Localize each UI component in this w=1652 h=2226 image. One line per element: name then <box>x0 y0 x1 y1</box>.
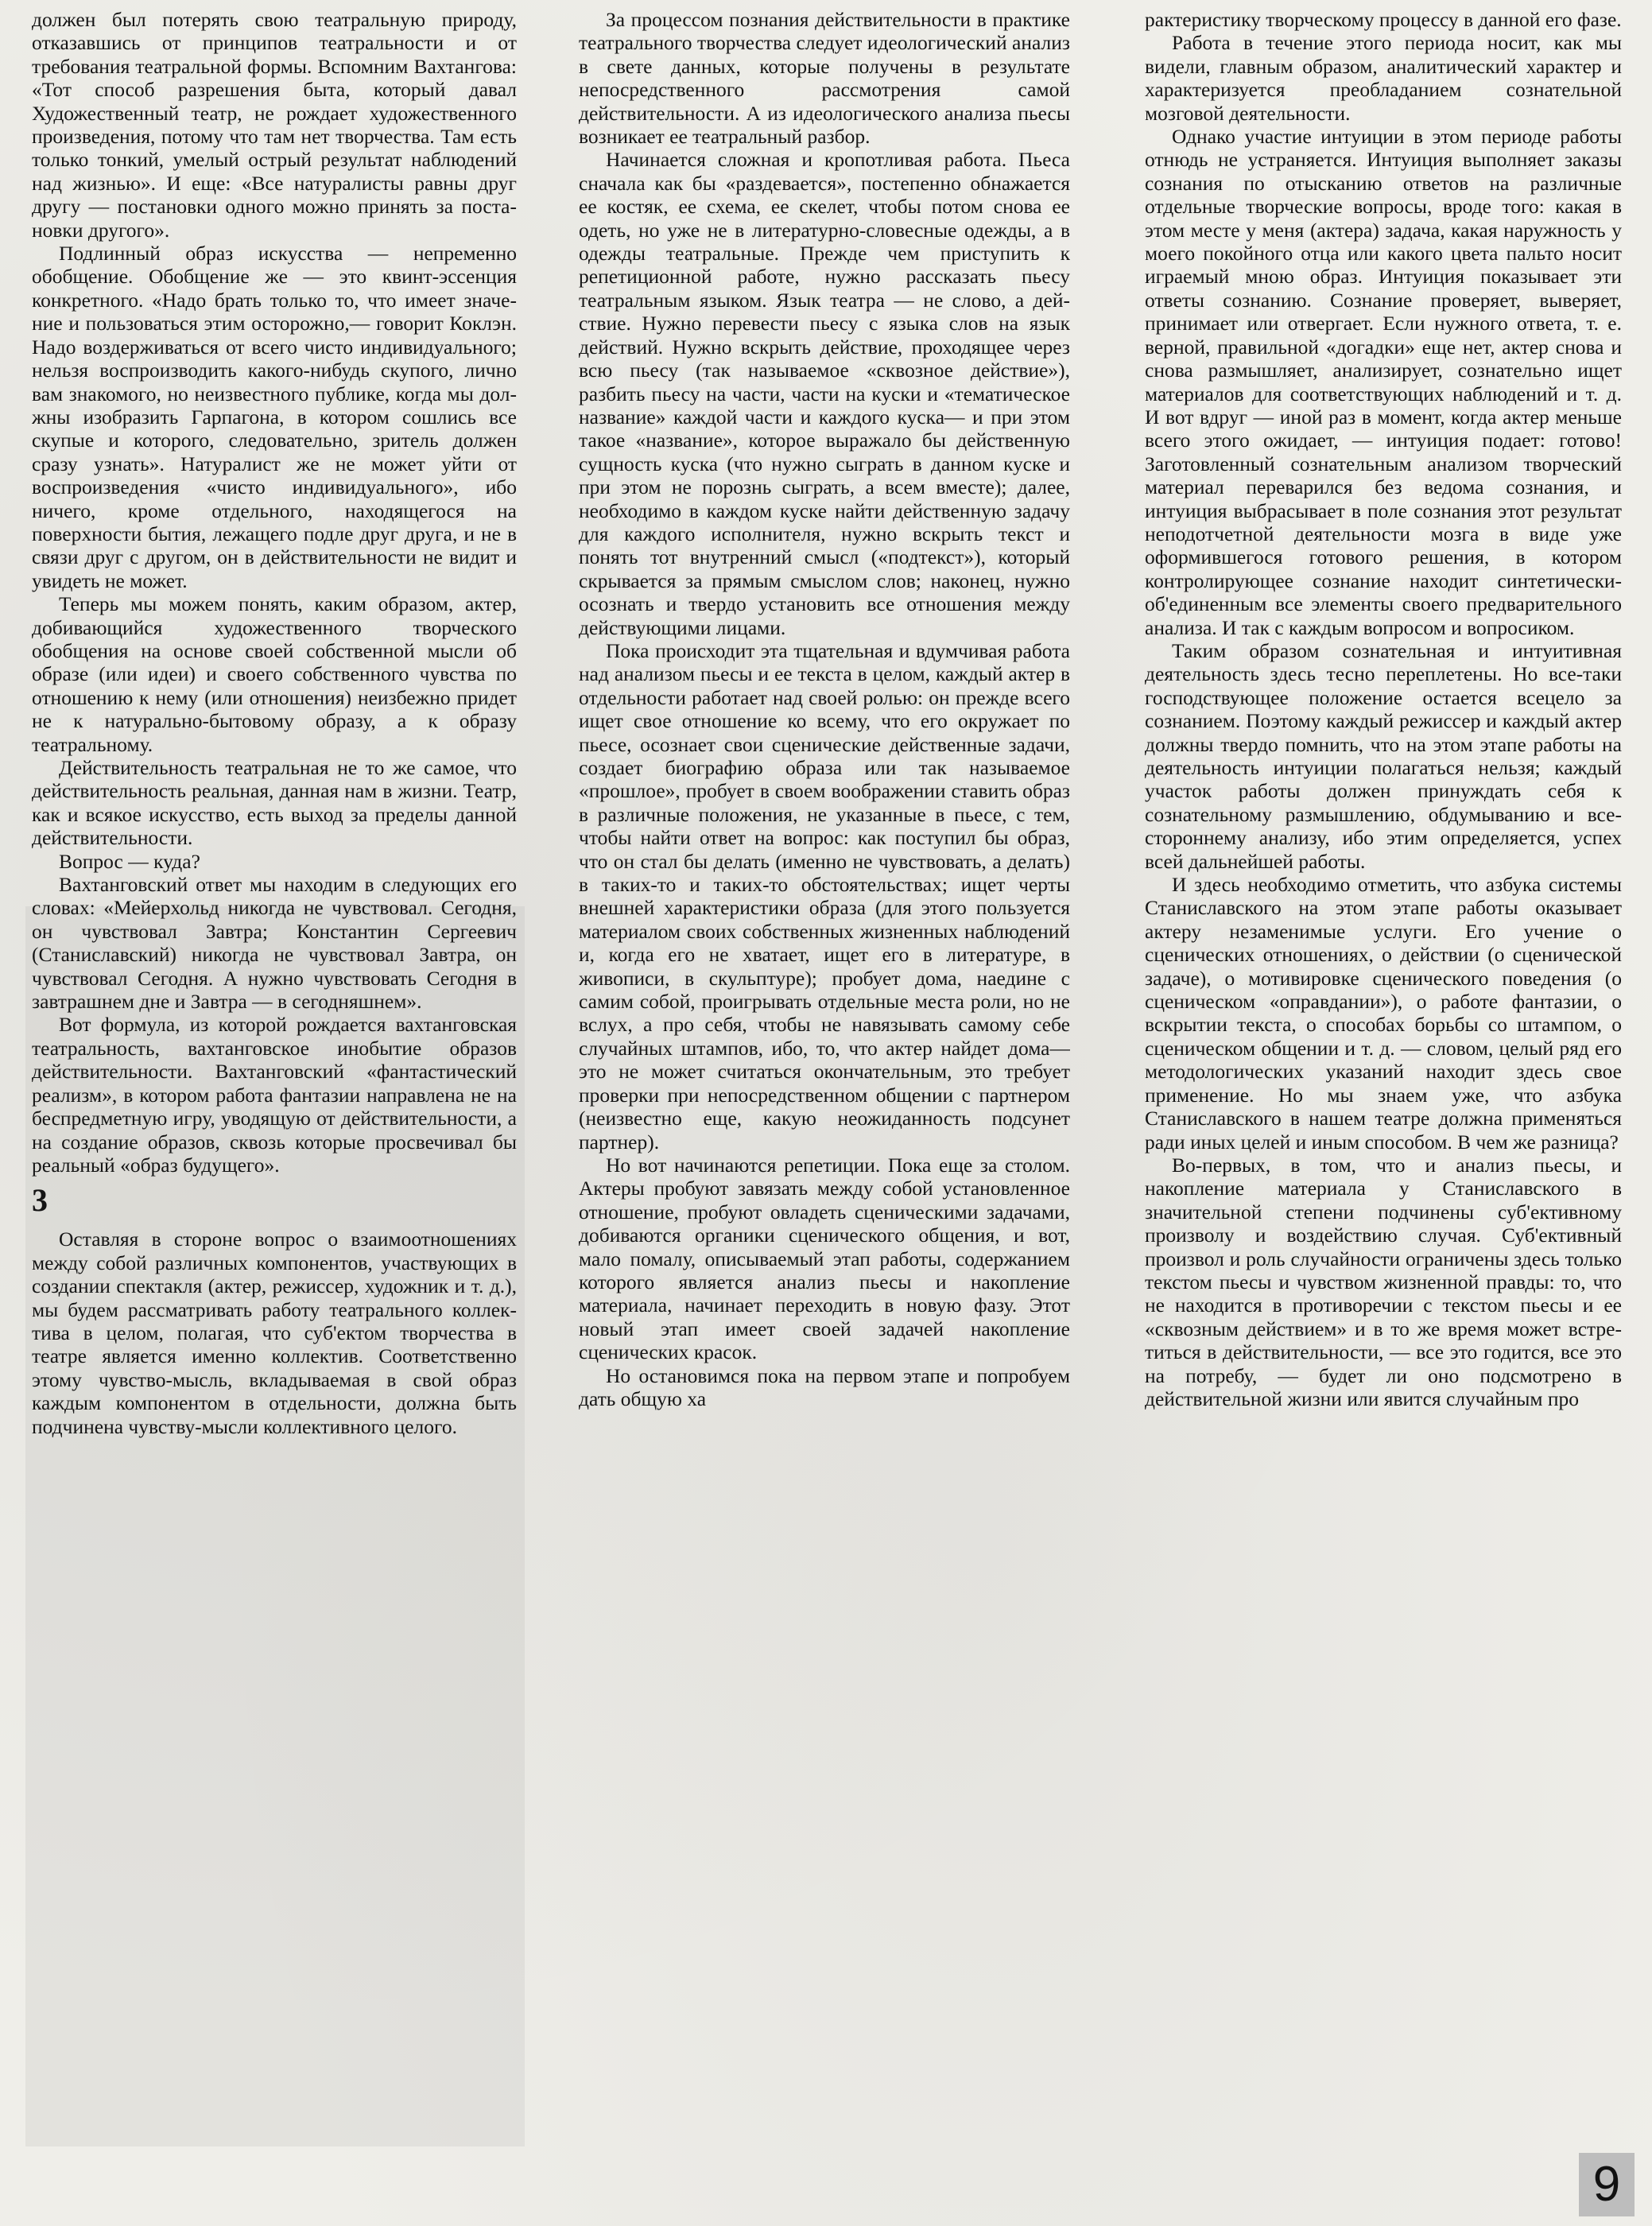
paragraph: Работа в течение этого периода носит, как мы видели, главным образом, аналитический характер и характеризуется преобладанием сознательной мозговой деятельности. <box>1145 31 1622 125</box>
text-column-2 <box>579 8 1070 2139</box>
page-number: 9 <box>1579 2153 1635 2216</box>
paragraph: Таким образом сознательная и интуитивная деятельность здесь тесно переплетены. Но все-таки господствующее положение остается всецело за сознанием. Поэтому каждый режиссер и каждый актер должны твердо помнить, что на этом этапе работы на деятельность интуиции полагаться нельзя; каждый участок работы должен принуждать себя к сознательному размышлению, обдумыванию и всестороннему анализу, ибо этим определяется, успех всей дальнейшей работы. <box>1145 638 1622 873</box>
paragraph: За процессом познания действительности в практике театрального творчества следует идеологический анализ в свете данных, которые получены в результате непосредственного рассмотрения самой действительности. А из идеологического анализа пьесы возникает ее театральный разбор. <box>579 8 1070 149</box>
text-column-3 <box>1145 8 1622 2099</box>
paragraph: Во-первых, в том, что и анализ пьесы, и накопление материала у Станиславского в значительной степени подчинены суб'ективному произволу и воздействию случая. Суб'ективный произвол и роль случайности ограничены здесь только текстом пьесы и чувством жизненной правды: то, что не находится в противоречии с текстом пьесы и ее «сквозным действием» и в то же время может встретиться в действительности, — все это годится, все это на потребу, — будет ли оно подсмотрено в действительной жизни или явится случайным про <box>1145 1153 1622 1410</box>
paragraph: Вопрос — куда? <box>59 849 200 873</box>
section-number: 3 <box>32 1182 48 1219</box>
paragraph: Подлинный образ искусства — непременно обобщение. Обобщение же — это квинт-эссенция конкретного. «Надо брать только то, что имеет значение и пользоваться этим осторожно,— говорит Коклэн. Надо воздерживаться от всего чисто индивидуального; нельзя воспроизводить какого-нибудь скупого, лично вам знакомого, но неизвестного публике, когда мы должны изобразить Гарпагона, в котором сошлись все скупые и которого, следовательно, зритель должен сразу узнать». Натуралист же не может уйти от воспроизведения «чисто индивидуального», ибо ничего, кроме отдельного, находящегося на поверхности бытия, лежащего подле друг друга, и не в связи друг с другом, он в действительности не видит и увидеть не может. <box>32 242 517 592</box>
paragraph: Начинается сложная и кропотливая работа. Пьеса сначала как бы «раздевается», постепенно обнажается ее костяк, ее схема, ее скелет, чтобы потом снова ее одеть, но уже не в литературно-словесные одежды, а в одежды театральные. Прежде чем приступить к репетиционной работе, нужно рассказать пьесу театральным языком. Язык театра — не слово, а действие. Нужно перевести пьесу с языка слов на язык действий. Нужно вскрыть действие, проходящее через всю пьесу (так называемое «сквозное действие»), разбить пьесу на части, части на куски и «тематическое название» каждой части и каждого куска— и при этом такое «название», которое выражало бы действенную сущность куска (что нужно сыграть в данном куске и при этом не порознь сыграть, а всем вместе); далее, необходимо в каждом куске найти действенную задачу для каждого исполнителя, нужно вскрыть текст и понять тот внутренний смысл («подтекст»), который скрывается за прямым смыслом слов; наконец, нужно осознать и твердо установить все отношения между действующими лицами. <box>579 148 1070 639</box>
paragraph: Пока происходит эта тщательная и вдумчивая работа над анализом пьесы и ее текста в целом, каждый актер в отдельности работает над своей ролью: он прежде всего ищет свое отношение ко всему, что его окружает по пьесе, осознает свои сценические действенные задачи, создает биографию образа или так называемое «прошлое», пробует в своем воображении ставить образ в различные положения, не указанные в пьесе, с тем, чтобы найти ответ на вопрос: как поступил бы образ, что он стал бы делать (именно не чувствовать, а делать) в таких-то и таких-то обстоятельствах; ищет черты внешней характеристики образа (для этого пользуется материалом своих собственных жизненных наблюдений и, когда его не хватает, ищет его в литературе, в живописи, в скульптуре); пробует дома, наедине с самим собой, проигрывать отдельные места роли, но не вслух, а про себя, чтобы не навязывать самому себе случайных штампов, ибо, то, что актер найдет дома— это не может считаться окончательным, это требует проверки при непосредственном общении с партнером (неизвестно еще, какую неожиданность подсунет партнер). <box>579 638 1070 1154</box>
paragraph: Вахтанговский ответ мы находим в следующих его словах: «Мейерхольд никогда не чувствовал. Сегодня, он чувствовал Завтра; Константин Сергеевич (Станиславский) никогда не чувствовал Завтра, он чувствовал Сегодня. А нужно чувствовать Сегодня в завтрашнем дне и Завтра — в сегодняшнем». <box>32 873 517 1014</box>
paragraph: Однако участие интуиции в этом периоде работы отнюдь не устраняется. Интуиция выполняет заказы сознания по отысканию ответов на различные отдельные творческие вопросы, вроде того: какая в этом месте у меня (актера) задача, какая наружность у моего покойного отца или какого цвета пальто носит играемый мною образ. Интуиция показывает эти ответы сознанию. Сознание проверяет, выверяет, принимает или отвергает. Если нужного ответа, т. е. верной, правильной «догадки» еще нет, актер снова и снова размышляет, анализирует, сознательно ищет материалов для соответствующих наблюдений и т. д. И вот вдруг — иной раз в момент, когда актер меньше всего этого ожидает, — интуиция подает: готово! Заготовленный сознательным анализом творческий материал переварился без ведома сознания, и интуиция выбрасывает в поле сознания этот результат неподотчетной деятельности мозга в виде уже оформившегося готового решения, в котором контролирующее сознание находит синтетически-об'единенным все элементы своего предварительного анализа. И так с каждым вопросом и вопросиком. <box>1145 125 1622 639</box>
paragraph: рактеристику творческому процессу в данной его фазе. <box>1145 8 1622 31</box>
paragraph: должен был потерять свою театральную природу, отказавшись от принципов театральности и от требования театральной формы. Вспомним Вахтангова: «Тот способ разрешения быта, который давал Художественный театр, не рождает художественного произведения, потому что там нет творчества. Там есть только тонкий, умелый острый результат наблюдений над жизнью». И еще: «Все натуралисты равны друг другу — постановки одного можно принять за постановки другого». <box>32 8 517 242</box>
paragraph: Действительность театральная не то же самое, что действительность реальная, данная нам в жизни. Театр, как и всякое искусство, есть выход за пределы данной действительности. <box>32 756 517 850</box>
paragraph: И здесь необходимо отметить, что азбука системы Станиславского на этом этапе работы оказывает актеру незаменимые услуги. Его учение о сценических отношениях, о действии (о сценической задаче), о мотивировке сценического поведения (о сценическом «оправдании»), о работе фантазии, о вскрытии текста, о способах борьбы со штампом, о сценическом общении и т. д. — словом, целый ряд его методологических указаний находит здесь свое применение. Но мы знаем уже, что азбука Станиславского в нашем театре должна применяться ради иных целей и иным способом. В чем же разница? <box>1145 873 1622 1154</box>
paragraph: Но остановимся пока на первом этапе и попробуем дать общую ха <box>579 1363 1070 1410</box>
paragraph: Оставляя в стороне вопрос о взаимоотношениях между собой различных компонентов, участвующих в создании спектакля (актер, режиссер, художник и т. д.), мы будем рассматривать работу театрального коллектива в целом, полагая, что суб'ектом творчества в театре является именно коллектив. Соответственно этому чувство-мысль, вкладываемая в свой образ каждым компонентом в отдельности, должна быть подчинена чувству-мысли коллективного целого. <box>32 1227 517 1438</box>
paragraph: Теперь мы можем понять, каким образом, актер, добивающийся художественного творческого обобщения на основе своей собственной мысли об образе (или идеи) и своего собственного чувства по отношению к нему (или отношения) неизбежно придет не к натурально-бытовому образу, а к образу театральному. <box>32 592 517 756</box>
paragraph: Но вот начинаются репетиции. Пока еще за столом. Актеры пробуют завязать между собой установленное отношение, пробуют овладеть сценическими задачами, добиваются органики сценического общения, и вот, мало помалу, описываемый этап работы, содержанием которого является анализ пьесы и накопление материала, начинает переходить в новую фазу. Этот новый этап имеет своей задачей накопление сценических красок. <box>579 1153 1070 1364</box>
paragraph: Вот формула, из которой рождается вахтанговская театральность, вахтанговское инобытие образов действительности. Вахтанговский «фантастический реализм», в котором работа фантазии направлена не на беспредметную игру, уводящую от действительности, а на создание образов, сквозь которые просвечивал бы реальный «образ будущего». <box>32 1013 517 1177</box>
text-column-1 <box>32 8 517 2139</box>
